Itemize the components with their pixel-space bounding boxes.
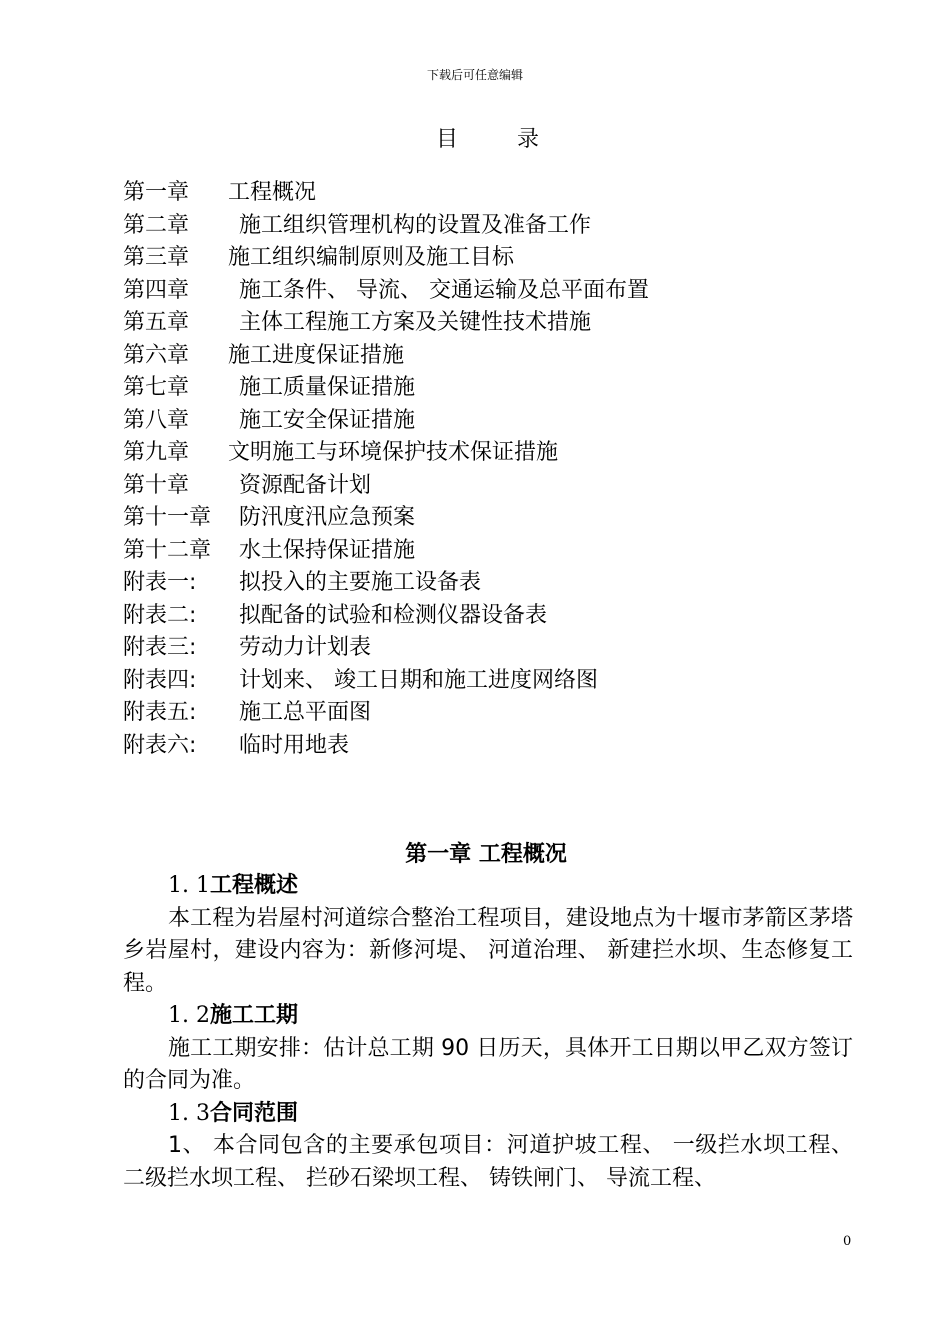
toc-item [123, 307, 843, 340]
toc-item [123, 665, 843, 698]
toc-item [123, 437, 843, 470]
section-title: 工程概述 [209, 873, 298, 898]
toc-item-title: 施工组织管理机构的设置及准备工作 [239, 212, 592, 238]
section-heading [123, 870, 853, 903]
section-title: 合同范围 [209, 1100, 298, 1126]
section-title: 施工工期 [209, 1003, 298, 1028]
toc-item-number: 附表五: [123, 700, 197, 725]
toc-item [123, 405, 843, 438]
section-heading [123, 1000, 853, 1033]
toc-item-number: 第十一章 [123, 505, 212, 530]
toc-item-number: 附表六: [123, 732, 197, 758]
toc-item-number: 第六章 [123, 342, 190, 368]
toc-item [123, 340, 843, 373]
toc-item-number: 附表二: [123, 602, 197, 628]
header-note: 下载后可任意编辑 [426, 68, 523, 82]
toc-item-number: 第八章 [123, 407, 190, 433]
toc-item-title: 水土保持保证措施 [239, 537, 416, 563]
section-paragraph: 1、 本合同包含的主要承包项目：河道护坡工程、 一级拦水坝工程、 二级拦水坝工程、 拦砂石梁坝工程、 铸铁闸门、 导流工程、 [123, 1133, 853, 1191]
toc-item [123, 600, 843, 633]
toc-title-right: 录 [517, 127, 540, 152]
toc-item-title: 防汛度汛应急预案 [239, 505, 416, 530]
toc-item-title: 施工条件、 导流、 交通运输及总平面布置 [239, 277, 649, 303]
table-of-contents [123, 177, 843, 762]
chapter-body [123, 870, 853, 1195]
toc-item-number: 第四章 [123, 277, 190, 303]
toc-item-title: 拟配备的试验和检测仪器设备表 [239, 602, 548, 628]
toc-item-title: 主体工程施工方案及关键性技术措施 [239, 310, 592, 335]
toc-item [123, 502, 843, 535]
section-paragraph: 本工程为岩屋村河道综合整治工程项目，建设地点为十堰市茅箭区茅塔乡岩屋村，建设内容为：新修河堤、 河道治理、 新建拦水坝、生态修复工程。 [123, 905, 853, 996]
toc-title-left: 目 [436, 127, 459, 152]
toc-item-number: 第一章 [123, 180, 190, 205]
toc-item [123, 275, 843, 308]
toc-item [123, 242, 843, 275]
toc-item [123, 632, 843, 665]
toc-item-number: 附表四: [123, 667, 197, 693]
section-heading [123, 1098, 853, 1131]
toc-item-title: 施工进度保证措施 [228, 342, 405, 368]
toc-item-title: 临时用地表 [239, 732, 350, 758]
toc-item-title: 计划来、 竣工日期和施工进度网络图 [239, 667, 598, 693]
toc-item-title: 资源配备计划 [239, 472, 372, 498]
toc-item-number: 第三章 [123, 245, 190, 270]
section-number: 1. 2 [168, 1003, 210, 1028]
toc-item [123, 210, 843, 243]
section-paragraph: 施工工期安排：估计总工期 90 日历天，具体开工日期以甲乙双方签订的合同为准。 [123, 1035, 853, 1093]
toc-item [123, 470, 843, 503]
toc-item-title: 施工质量保证措施 [239, 375, 416, 400]
section-number: 1. 1 [168, 873, 210, 898]
toc-item [123, 730, 843, 763]
toc-item-number: 附表一: [123, 570, 197, 595]
toc-item-title: 劳动力计划表 [239, 635, 372, 660]
toc-item-number: 第九章 [123, 440, 190, 465]
chapter-heading: 第一章 工程概况 [405, 842, 567, 867]
toc-item-number: 第十章 [123, 472, 190, 498]
toc-item-number: 第五章 [123, 310, 190, 335]
toc-item-number: 第七章 [123, 375, 190, 400]
toc-item-title: 文明施工与环境保护技术保证措施 [228, 440, 559, 465]
toc-item-number: 第十二章 [123, 537, 212, 563]
toc-item [123, 697, 843, 730]
toc-item-title: 施工安全保证措施 [239, 407, 416, 433]
toc-item-number: 第二章 [123, 212, 190, 238]
toc-item [123, 567, 843, 600]
toc-item-title: 施工组织编制原则及施工目标 [228, 245, 515, 270]
toc-item-title: 拟投入的主要施工设备表 [239, 570, 482, 595]
toc-item [123, 535, 843, 568]
toc-item [123, 177, 843, 210]
toc-item-title: 工程概况 [228, 180, 317, 205]
page-number: 0 [843, 1234, 852, 1249]
toc-item-number: 附表三: [123, 635, 197, 660]
toc-item [123, 372, 843, 405]
toc-item-title: 施工总平面图 [239, 700, 372, 725]
section-number: 1. 3 [168, 1100, 210, 1126]
